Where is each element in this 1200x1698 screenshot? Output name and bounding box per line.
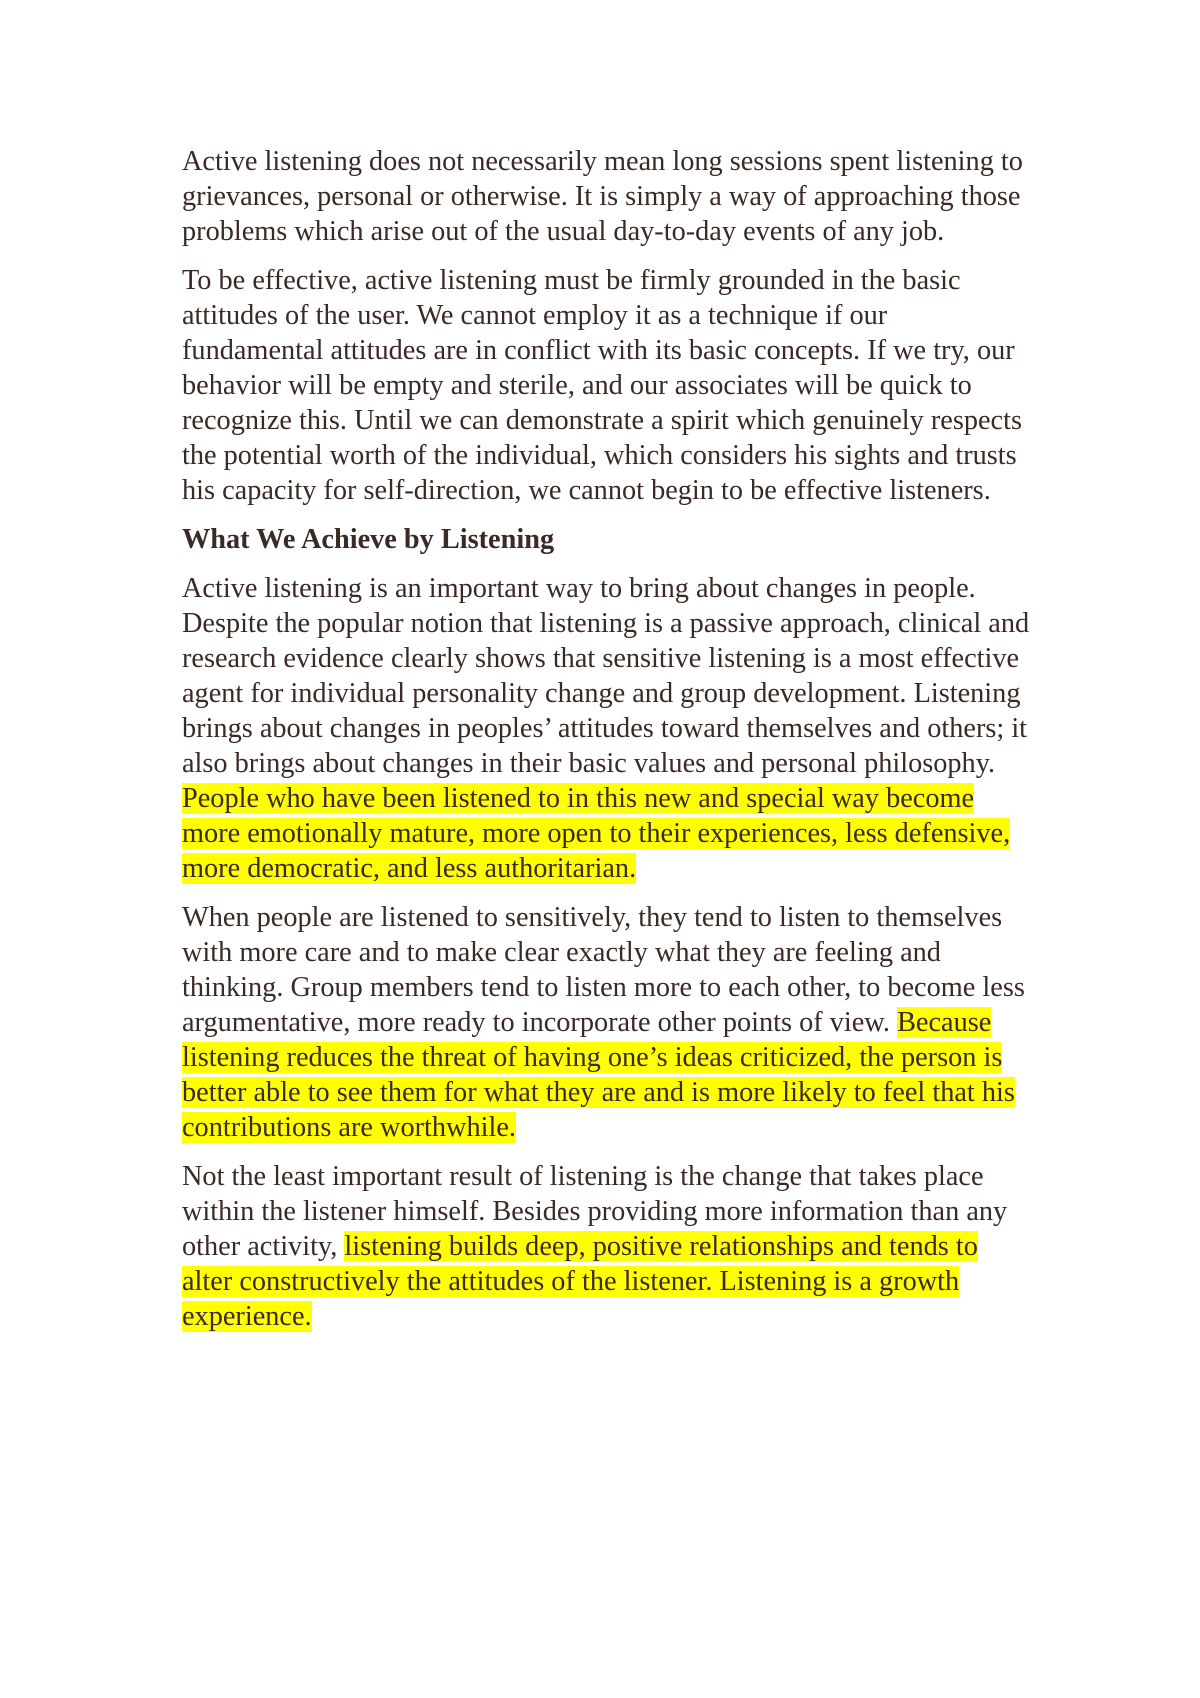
paragraph-text: When people are listened to sensitively, they tend to listen to themselves with more care and to make clear exactly what they are feeling and thinking. Group members tend to listen more to each other, to become less argumentative, more ready to incorporate other points of view. bbox=[182, 902, 1025, 1038]
paragraph-text: Active listening does not necessarily mean long sessions spent listening to grievances, personal or otherwise. It is simply a way of approaching those problems which arise out of the usual day-to-day events of any job. bbox=[182, 146, 1023, 247]
paragraph-sensitive-listening bbox=[182, 900, 1032, 1145]
paragraph-text: Not the least important result of listening is the change that takes place within the listener himself. Besides providing more information than any other activity, bbox=[182, 1161, 1008, 1262]
section-heading: What We Achieve by Listening bbox=[182, 524, 555, 555]
highlighted-text: People who have been listened to in this new and special way become more emotionally mature, more open to their experiences, less defensive, more democratic, and less authoritarian. bbox=[182, 783, 1011, 884]
highlighted-text: Because listening reduces the threat of having one’s ideas criticized, the person is better able to see them for what they are and is more likely to feel that his contributions are worthwhile. bbox=[182, 1007, 1015, 1143]
paragraph-effectiveness bbox=[182, 263, 1032, 508]
paragraph-intro bbox=[182, 144, 1032, 249]
paragraph-listener-change bbox=[182, 1159, 1032, 1334]
document-page bbox=[182, 144, 1032, 1348]
highlighted-text: listening builds deep, positive relationships and tends to alter constructively the attitudes of the listener. Listening is a growth experience. bbox=[182, 1231, 978, 1332]
paragraph-text: Active listening is an important way to bring about changes in people. Despite the popular notion that listening is a passive approach, clinical and research evidence clearly shows that sensitive listening is a most effective agent for individual personality change and group development. Listening brings about changes in peoples’ attitudes toward themselves and others; it also brings about changes in their basic values and personal philosophy. bbox=[182, 573, 1030, 779]
paragraph-changes bbox=[182, 571, 1032, 886]
paragraph-text: To be effective, active listening must be firmly grounded in the basic attitudes of the user. We cannot employ it as a technique if our fundamental attitudes are in conflict with its basic concepts. If we try, our behavior will be empty and sterile, and our associates will be quick to recognize this. Until we can demonstrate a spirit which genuinely respects the potential worth of the individual, which considers his sights and trusts his capacity for self-direction, we cannot begin to be effective listeners. bbox=[182, 265, 1022, 506]
